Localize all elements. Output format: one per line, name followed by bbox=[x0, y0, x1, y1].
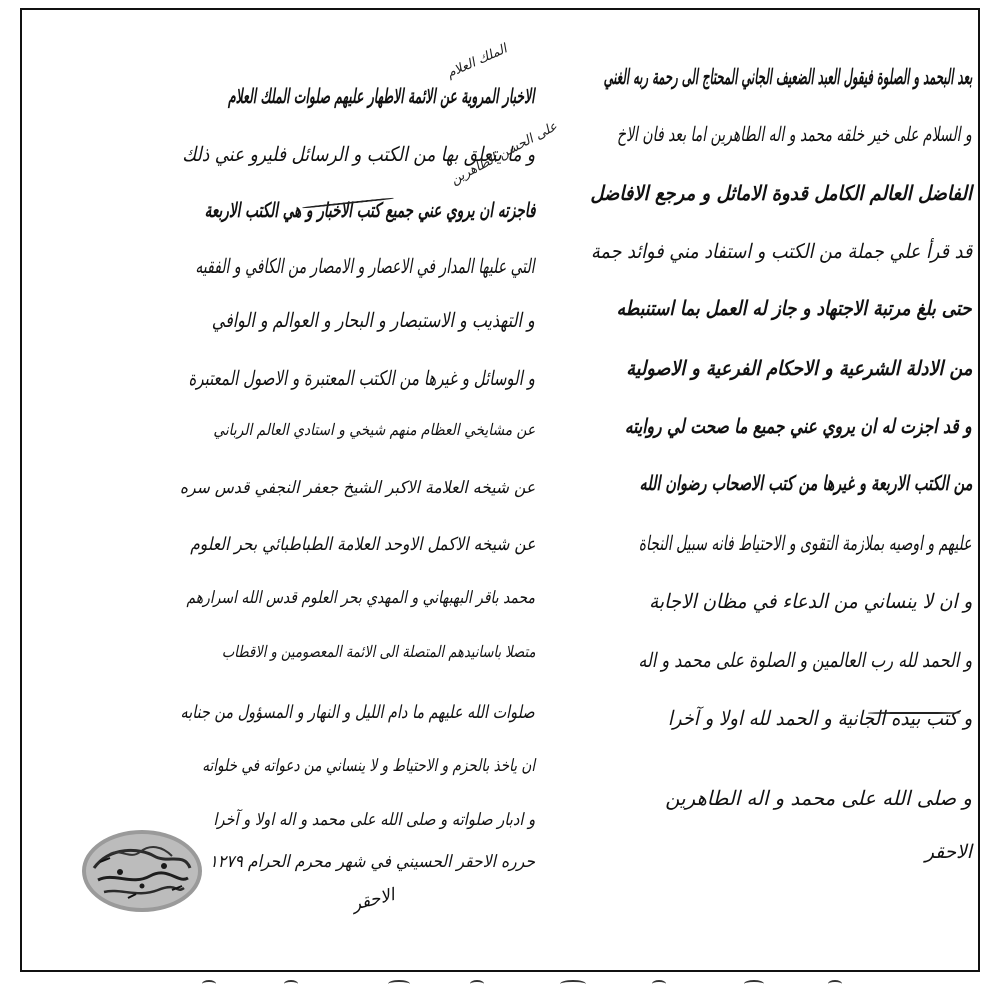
catchword: الاحقر bbox=[350, 885, 397, 915]
right-line-9: عليهم و اوصيه بملازمة التقوى و الاحتياط فانه سبيل النجاة bbox=[639, 531, 972, 555]
left-line-6: و الوسائل و غيرها من الكتب المعتبرة و الاصول المعتبرة bbox=[188, 366, 535, 390]
left-line-3: فاجزته ان يروي عني جميع كتب الاخبار و هي الكتب الاربعة bbox=[204, 198, 535, 222]
right-line-4: قد قرأ علي جملة من الكتب و استفاد مني فوائد جمة bbox=[590, 239, 972, 263]
right-line-6: من الادلة الشرعية و الاحكام الفرعية و الاصولية bbox=[625, 356, 972, 380]
left-line-12: صلوات الله عليهم ما دام الليل و النهار و المسؤول من جنابه bbox=[180, 702, 535, 723]
left-line-8: عن شيخه العلامة الاكبر الشيخ جعفر النجفي قدس سره bbox=[179, 478, 535, 498]
left-line-11: متصلا باسانيدهم المتصلة الى الائمة المعصومين و الاقطاب bbox=[221, 642, 535, 661]
left-line-2: و ما يتعلق بها من الكتب و الرسائل فليرو عني ذلك bbox=[182, 142, 535, 166]
left-line-13: ان ياخذ بالحزم و الاحتياط و لا ينساني من دعواته في خلواته bbox=[202, 756, 535, 776]
left-line-10: محمد باقر البهبهاني و المهدي بحر العلوم قدس الله اسرارهم bbox=[186, 588, 535, 608]
right-line-5: حتى بلغ مرتبة الاجتهاد و جاز له العمل بما استنبطه bbox=[617, 296, 972, 320]
right-underline bbox=[868, 712, 960, 714]
right-line-12: و كتب بيده الجانية و الحمد لله اولا و آخرا bbox=[667, 706, 972, 730]
left-line-1: الاخبار المروية عن الائمة الاطهار عليهم صلوات الملك العلام bbox=[228, 84, 535, 108]
right-line-14: الاحقر bbox=[924, 841, 972, 863]
right-line-8: من الكتب الاربعة و غيرها من كتب الاصحاب رضوان الله bbox=[639, 471, 972, 495]
cropped-text-strip bbox=[0, 976, 1000, 991]
right-line-3: الفاضل العالم الكامل قدوة الاماثل و مرجع الافاضل bbox=[590, 181, 972, 205]
right-line-1: بعد البحمد و الصلوة فيقول العبد الضعيف الجاني المحتاج الى رحمة ربه الغني bbox=[603, 64, 972, 89]
seal-stamp bbox=[80, 828, 204, 914]
manuscript-frame bbox=[20, 8, 980, 972]
left-line-4: التي عليها المدار في الاعصار و الامصار من الكافي و الفقيه bbox=[195, 254, 535, 278]
left-line-5: و التهذيب و الاستبصار و البحار و العوالم و الوافي bbox=[212, 308, 535, 332]
left-line-14: و ادبار صلواته و صلى الله على محمد و اله اولا و آخرا bbox=[213, 810, 535, 830]
right-line-10: و ان لا ينساني من الدعاء في مظان الاجابة bbox=[648, 589, 972, 613]
right-line-2: و السلام على خير خلقه محمد و اله الطاهرين اما بعد فان الاخ bbox=[617, 122, 972, 146]
right-line-7: و قد اجزت له ان يروي عني جميع ما صحت لي روايته bbox=[625, 414, 972, 438]
left-line-7: عن مشايخي العظام منهم شيخي و استادي العالم الرباني bbox=[213, 420, 535, 439]
right-line-13: و صلى الله على محمد و اله الطاهرين bbox=[665, 786, 972, 810]
left-line-15: حرره الاحقر الحسيني في شهر محرم الحرام ١٢٧٩ bbox=[209, 852, 535, 872]
left-page bbox=[50, 28, 560, 948]
left-margin-note-top: الملك العلام bbox=[444, 41, 510, 82]
right-page bbox=[547, 28, 972, 948]
right-line-11: و الحمد لله رب العالمين و الصلوة على محمد و اله bbox=[638, 648, 972, 672]
left-line-9: عن شيخه الاكمل الاوحد العلامة الطباطبائي بحر العلوم bbox=[189, 534, 535, 555]
left-margin-note-side: على الحسن الطاهرين bbox=[448, 119, 560, 188]
